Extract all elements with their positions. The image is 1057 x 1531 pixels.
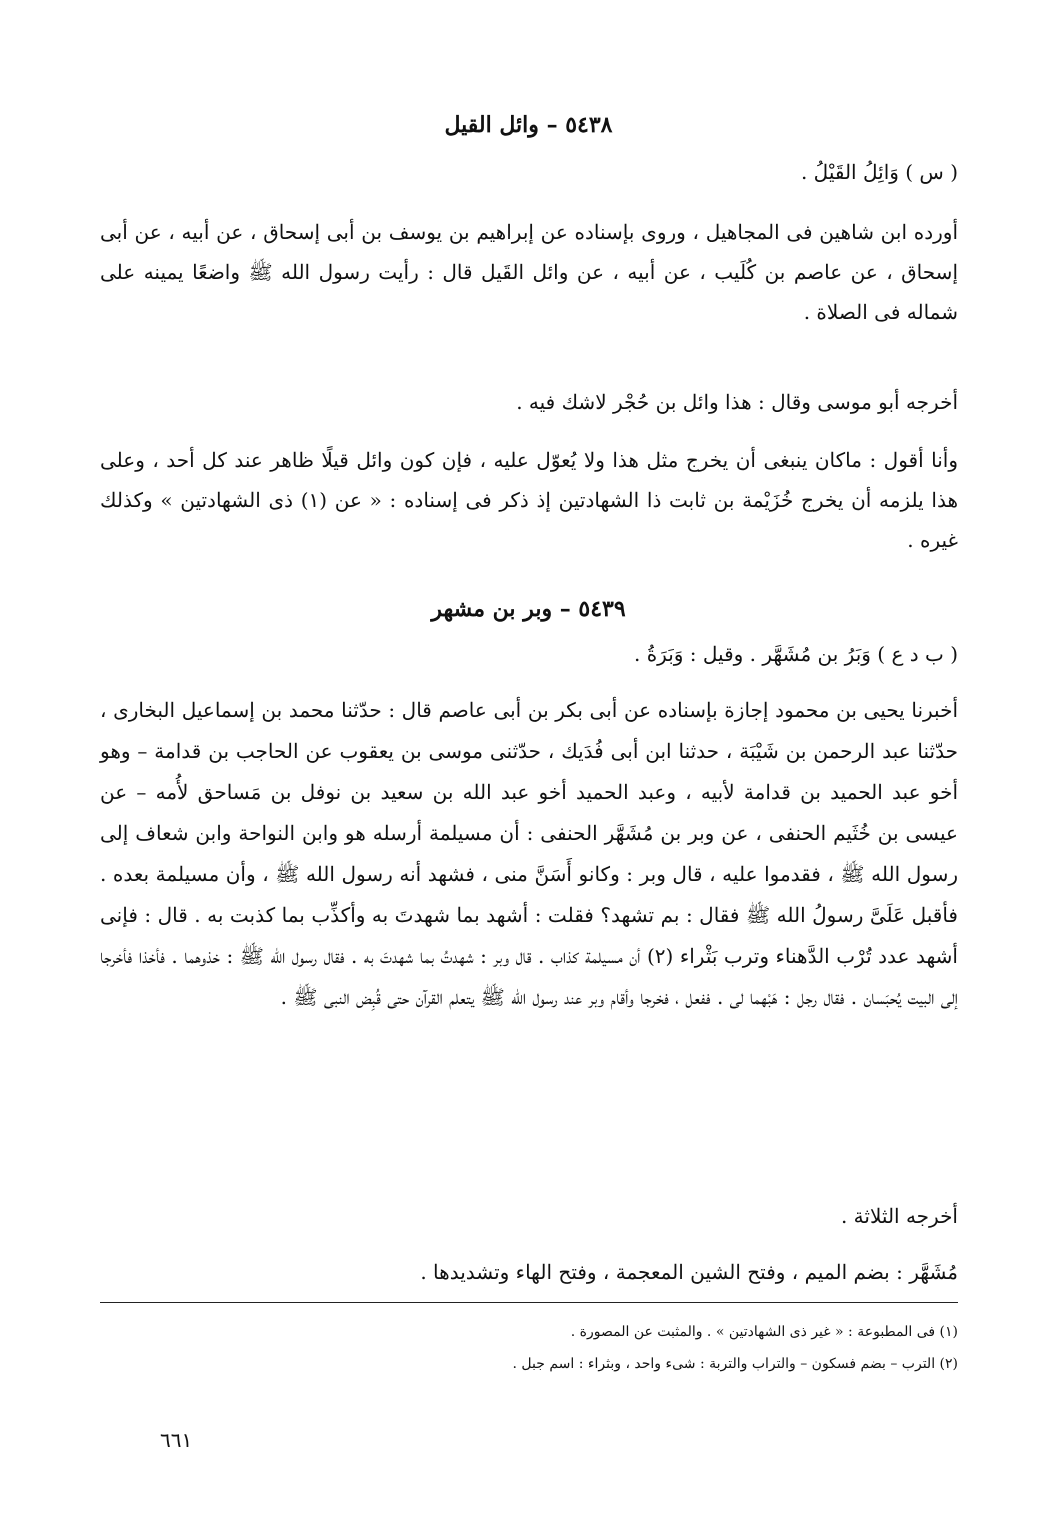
entry-paragraph: أخبرنا يحيى بن محمود إجازة بإسناده عن أبى بكر بن أبى عاصم قال : حدّثنا محمد بن إسماعيل البخارى ، حدّثنا عبد الرحمن بن شَيْبَة ، حدثنا ابن أبى فُدَيك ، حدّثنى موسى بن يعقوب عن الحاجب بن قدامة – وهو أخو عبد الحميد بن قدامة لأبيه ، وعبد الحميد أخو عبد الله بن سعيد بن نوفل بن مَساحق لأُمه – عن عيسى بن خُثَيم الحنفى ، عن وبر بن مُشَهَّر الحنفى : أن مسيلمة أرسله هو وابن النواحة وابن شعاف إلى رسول الله ﷺ ، فقدموا عليه ، قال وبر : وكانو أَسَنَّ منى ، فشهد أنه رسول الله ﷺ ، وأن مسيلمة بعده . فأقبل عَلَىَّ رسولُ الله ﷺ فقال : بم تشهد؟ فقلت : أشهد بما شهدتَ به وأكذِّب بما كذبت به . قال : فإنى أشهد عدد تُرْب الدَّهناء وترب بَثْراء (٢) أن مسيلمة كذاب . قال وبر : شهدتُ بما شهدتَ به . فقال رسول الله ﷺ : خذوهما . فأخذا فأخرجا إلى البيت يُحبَسان . فقال رجل : هَبْهما لى . ففعل ، فخرجا وأقام وبر عند رسول الله ﷺ يتعلم القرآن حتى قُبِض النبى ﷺ . bbox=[100, 698, 958, 1009]
entry-heading: ٥٤٣٩ – وبر بن مشهر bbox=[431, 596, 626, 622]
entry-heading: ٥٤٣٨ – وائل القيل bbox=[444, 112, 613, 138]
footnote: (٢) الترب – بضم فسكون – والتراب والتربة : شىء واحد ، وبثراء : اسم جبل . bbox=[512, 1356, 958, 1372]
entry-intro: ( س ) وَائِلُ القَيْلُ . bbox=[800, 160, 958, 184]
entry-paragraph: أخرجه الثلاثة . bbox=[840, 1204, 958, 1228]
entry-note: مُشَهَّر : بضم الميم ، وفتح الشين المعجمة ، وفتح الهاء وتشديدها . bbox=[420, 1260, 958, 1284]
page-number: ٦٦١ bbox=[160, 1428, 193, 1452]
entry-intro: ( ب د ع ) وَبَرُ بن مُشَهَّر . وقيل : وَبَرَةُ . bbox=[633, 642, 958, 666]
entry-paragraph: أورده ابن شاهين فى المجاهيل ، وروى بإسناده عن إبراهيم بن يوسف بن أبى إسحاق ، عن أبيه ، عن أبى إسحاق ، عن عاصم بن كُلَيب ، عن أبيه ، عن وائل القَيل قال : رأيت رسول الله ﷺ واضعًا يمينه على شماله فى الصلاة . bbox=[100, 220, 958, 324]
footnote-divider bbox=[100, 1302, 958, 1303]
entry-paragraph: أخرجه أبو موسى وقال : هذا وائل بن حُجْر لاشك فيه . bbox=[516, 390, 958, 414]
entry-paragraph: وأنا أقول : ماكان ينبغى أن يخرج مثل هذا ولا يُعوّل عليه ، فإن كون وائل قيلًا ظاهر عند كل أحد ، وعلى هذا يلزمه أن يخرج خُزَيْمة بن ثابت ذا الشهادتين إذ ذكر فى إسناده : « عن (١) ذى الشهادتين » وكذلك غيره . bbox=[100, 448, 958, 552]
footnote: (١) فى المطبوعة : « غير ذى الشهادتين » . والمثبت عن المصورة . bbox=[570, 1324, 958, 1340]
